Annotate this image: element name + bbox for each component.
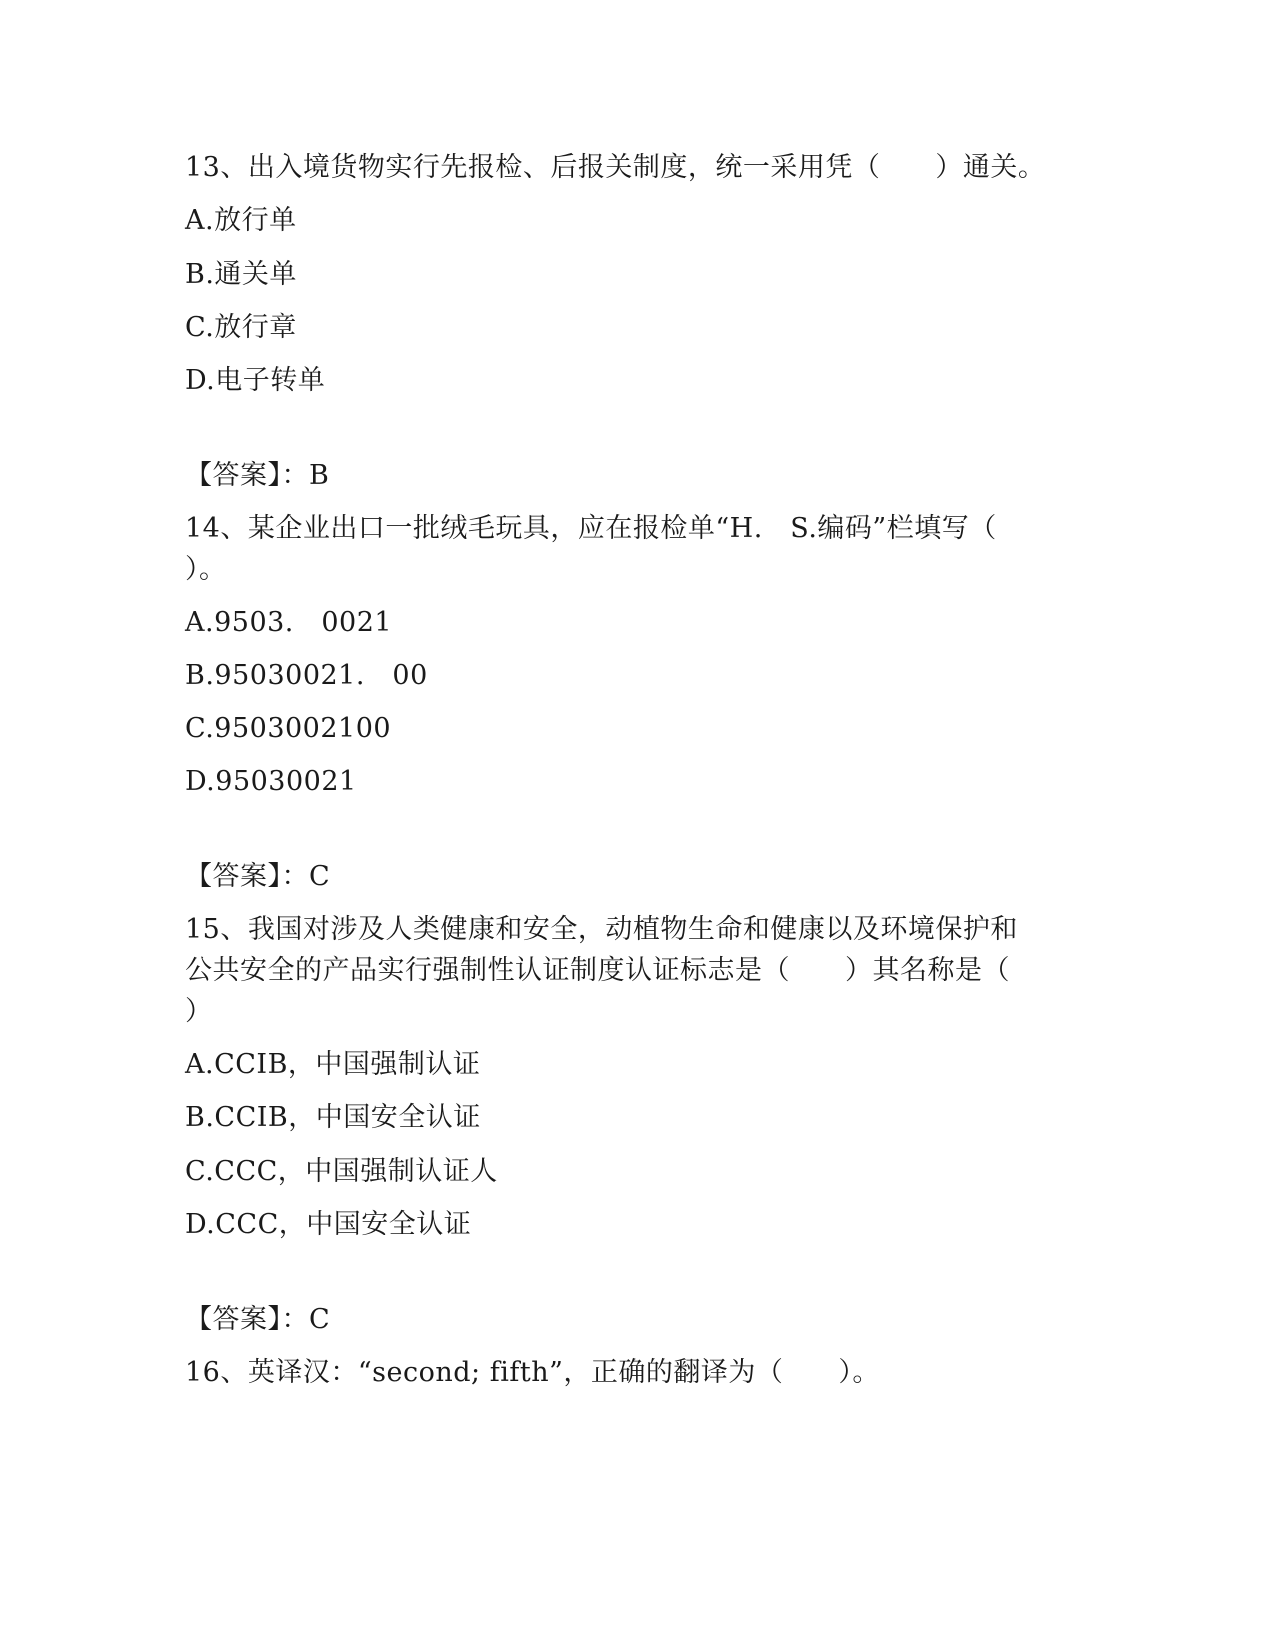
question-16-stem: 16、英译汉：“second; fifth”，正确的翻译为（ ）。 [185,1357,880,1388]
question-13-stem: 13、出入境货物实行先报检、后报关制度，统一采用凭（ ）通关。 [185,152,1046,183]
question-14-option-b: B.95030021. 00 [185,660,428,691]
question-14-stem-line-1: 14、某企业出口一批绒毛玩具，应在报检单“H. S.编码”栏填写（ [185,513,997,544]
question-14-answer: 【答案】：C [185,861,331,892]
question-14-stem-line-2: ）。 [185,554,227,585]
question-15-answer: 【答案】：C [185,1304,331,1335]
question-15-option-d: D.CCC，中国安全认证 [185,1209,472,1240]
question-15-option-a: A.CCIB，中国强制认证 [185,1049,481,1080]
question-14-option-c: C.9503002100 [185,713,392,744]
question-15-option-b: B.CCIB，中国安全认证 [185,1102,481,1133]
question-14-option-d: D.95030021 [185,766,357,797]
question-13-option-d: D.电子转单 [185,365,326,396]
question-13-option-b: B.通关单 [185,259,297,290]
question-15-stem-line-3: ） [185,996,213,1027]
question-13-answer: 【答案】：B [185,460,330,491]
question-13-option-c: C.放行章 [185,312,297,343]
question-15-option-c: C.CCC，中国强制认证人 [185,1156,498,1187]
question-15-stem-line-1: 15、我国对涉及人类健康和安全，动植物生命和健康以及环境保护和 [185,914,1018,945]
question-14-option-a: A.9503. 0021 [185,607,393,638]
question-13-option-a: A.放行单 [185,205,297,236]
question-15-stem-line-2: 公共安全的产品实行强制性认证制度认证标志是（ ）其名称是（ [185,955,1010,986]
